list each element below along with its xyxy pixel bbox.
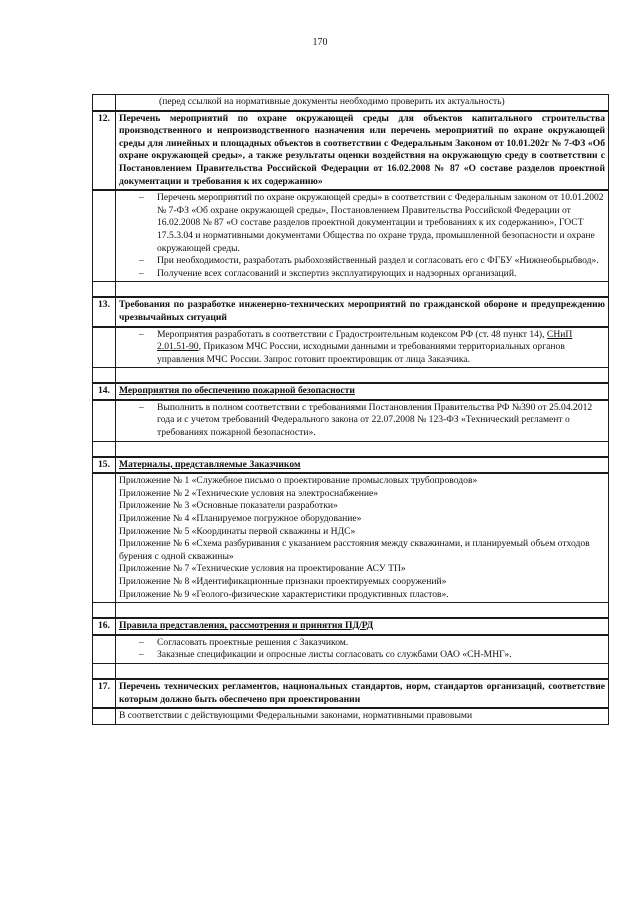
section-16-header xyxy=(93,618,609,635)
section-number: 14. xyxy=(93,383,116,400)
section-number: 17. xyxy=(93,679,116,708)
list-item: – При необходимости, разработать рыбохозяйственный раздел и согласовать его с ФГБУ «Нижнеобьрыбвод». xyxy=(145,255,605,268)
appendix-line: Приложение № 7 «Технические условия на проектирование АСУ ТП» xyxy=(119,563,406,575)
section-15-header xyxy=(93,457,609,474)
section-13-header xyxy=(93,297,609,326)
section-16-body xyxy=(93,635,609,664)
section-14-body xyxy=(93,400,609,441)
page-number: 170 xyxy=(312,37,328,48)
list-item: – Заказные спецификации и опросные листы согласовать со службами ОАО «СН-МНГ». xyxy=(145,649,605,662)
list-item: – Выполнить в полном соответствии с требованиями Постановления Правительства РФ №390 от 25.04.2012 года и с учетом требований Федерального закона от 22.07.2008 № 123-ФЗ «Технический регламент о требованиях пожарной безопасности». xyxy=(145,402,605,440)
appendix-line: Приложение № 6 «Схема разбуривания с указанием расстояния между скважинами, и планируемый объем отходов бурения с одной скважины» xyxy=(119,538,590,562)
section-number: 16. xyxy=(93,618,116,635)
section-number: 13. xyxy=(93,297,116,326)
section-title: Перечень технических регламентов, национальных стандартов, норм, стандартов организаций, соответствие которым должно быть обеспечено при проектировании xyxy=(116,679,609,708)
dash-list xyxy=(119,192,605,280)
dash-list xyxy=(119,402,605,440)
section-title: Мероприятия по обеспечению пожарной безопасности xyxy=(116,383,609,400)
dash-list xyxy=(119,637,605,662)
section-number: 12. xyxy=(93,111,116,191)
section-14-header xyxy=(93,383,609,400)
note-text: (перед ссылкой на нормативные документы необходимо проверить их актуальность) xyxy=(159,96,505,107)
dash-list xyxy=(119,329,605,367)
section-title: Требования по разработке инженерно-технических мероприятий по гражданской обороне и предупреждению чрезвычайных ситуаций xyxy=(116,297,609,326)
section-15-body xyxy=(93,473,609,602)
appendix-line: Приложение № 3 «Основные показатели разработки» xyxy=(119,500,338,512)
snip-reference: СНиП 2.01.51-90 xyxy=(157,328,573,353)
list-item: – Согласовать проектные решения с Заказчиком. xyxy=(145,637,605,650)
row-spacer xyxy=(93,282,609,298)
appendix-line: Приложение № 2 «Технические условия на электроснабжение» xyxy=(119,487,379,499)
appendix-line: Приложение № 4 «Планируемое погружное оборудование» xyxy=(119,513,362,525)
appendix-line: Приложение № 5 «Координаты первой скважины и НДС» xyxy=(119,525,356,537)
section-title: Материалы, представляемые Заказчиком xyxy=(116,457,609,474)
row-spacer xyxy=(93,663,609,679)
section-12-header xyxy=(93,111,609,191)
section-number: 15. xyxy=(93,457,116,474)
requirements-table xyxy=(92,94,609,725)
section-12-body xyxy=(93,190,609,282)
section-title: Перечень мероприятий по охране окружающей среды для объектов капитального строительства производственного и непроизводственного назначения или перечень мероприятий по охране окружающей среды для линейных и площадных объектов в соответствии с Федеральным Законом от 10.01.202г № 7-ФЗ «Об охране окружающей среды», а также результаты оценки воздействия на окружающую среду в соответствии с Постановлением Правительства Российской Федерации от 16.02.2008 № 87 «О составе разделов проектной документации и требования к их содержанию» xyxy=(116,111,609,191)
section-text: В соответствии с действующими Федеральными законами, нормативными правовыми xyxy=(116,708,609,724)
list-item: – Мероприятия разработать в соответствии с Градостроительным кодексом РФ (ст. 48 пункт 14), СНиП 2.01.51-90, Приказом МЧС России, исходными данными и требованиями территориальных органов управления МЧС России. Запрос готовит проектировщик от лица Заказчика. xyxy=(145,329,605,367)
row-spacer xyxy=(93,441,609,457)
section-17-body xyxy=(93,708,609,724)
table-row xyxy=(93,95,609,111)
appendix-line: Приложение № 9 «Геолого-физические характеристики продуктивных пластов». xyxy=(119,588,449,600)
row-spacer xyxy=(93,603,609,619)
section-title: Правила представления, рассмотрения и принятия ПД/РД xyxy=(116,618,609,635)
appendix-line: Приложение № 1 «Служебное письмо о проектирование промысловых трубопроводов» xyxy=(119,475,478,487)
list-item: – Перечень мероприятий по охране окружающей среды» в соответствии с Федеральным законом от 10.01.2002 № 7-ФЗ «Об охране окружающей среды», Постановлением Правительства Российской Федерации от 16.02.2008 № 87 «О составе разделов проектной документации и требованиях к их содержанию», ГОСТ 17.5.3.04 и нормативными документами Общества по охране труда, промышленной безопасности и охране окружающей среды. xyxy=(145,192,605,255)
appendix-line: Приложение № 8 «Идентификационные признаки проектируемых сооружений» xyxy=(119,576,447,587)
row-spacer xyxy=(93,368,609,384)
list-item: – Получение всех согласований и экспертиз эксплуатирующих и надзорных организаций. xyxy=(145,268,605,281)
section-17-header xyxy=(93,679,609,708)
section-13-body xyxy=(93,327,609,368)
